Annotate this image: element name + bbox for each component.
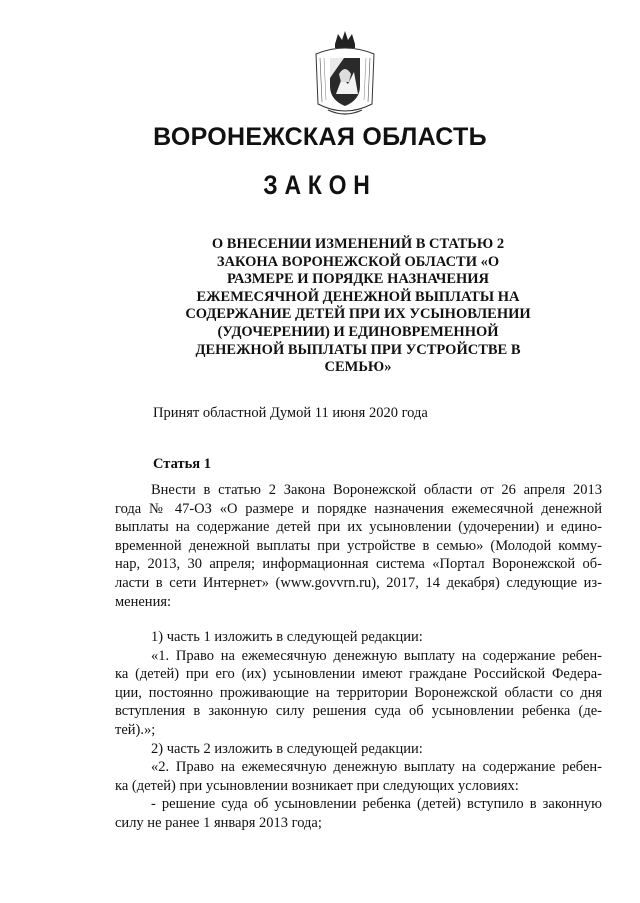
text-line: 2) часть 2 изложить в следующей редакции:	[151, 740, 423, 757]
text-line: силу не ранее 1 января 2013 года;	[115, 814, 322, 831]
document-type-title: ЗАКОН	[263, 170, 377, 200]
adoption-date: Принят областной Думой 11 июня 2020 года	[153, 405, 428, 421]
heading-line: ЕЖЕМЕСЯЧНОЙ ДЕНЕЖНОЙ ВЫПЛАТЫ НА	[196, 288, 520, 305]
text-line: нар, 2013, 30 апреля; информационная система «Портал Воронежской об-	[115, 556, 602, 573]
text-line: вступления в законную силу решения суда об усыновлении ребенка (де-	[115, 703, 602, 720]
text-line: - решение суда об усыновлении ребенка (детей) вступило в законную	[151, 796, 602, 813]
text-line: временной денежной выплаты при устройстве в семью» (Молодой комму-	[115, 537, 602, 554]
text-line: «2. Право на ежемесячную денежную выплату на содержание ребен-	[151, 759, 602, 776]
article-title: Статья 1	[153, 456, 211, 472]
text-line: Внести в статью 2 Закона Воронежской области от 26 апреля 2013	[151, 482, 602, 498]
heading-line: ЗАКОНА ВОРОНЕЖСКОЙ ОБЛАСТИ «О	[216, 253, 500, 270]
text-line: ласти в сети Интернет» (www.govvrn.ru), 2017, 14 декабря) следующие из-	[115, 574, 602, 591]
text-line: «1. Право на ежемесячную денежную выплату на содержание ребен-	[151, 647, 602, 664]
text-line: года № 47-ОЗ «О размере и порядке назначения ежемесячной денежной	[115, 500, 602, 517]
article-changes	[115, 628, 602, 833]
heading-line: (УДОЧЕРЕНИИ) И ЕДИНОВРЕМЕННОЙ	[217, 323, 499, 340]
text-line: 1) часть 1 изложить в следующей редакции:	[151, 629, 423, 645]
heading-line: СЕМЬЮ»	[324, 359, 392, 376]
heading-line: СОДЕРЖАНИЕ ДЕТЕЙ ПРИ ИХ УСЫНОВЛЕНИИ	[185, 306, 531, 323]
law-heading	[168, 236, 548, 377]
text-line: ка (детей) при его (их) усыновлении имеют граждане Российской Федера-	[115, 666, 602, 683]
text-line: менения:	[115, 593, 172, 610]
heading-line: РАЗМЕРЕ И ПОРЯДКЕ НАЗНАЧЕНИЯ	[226, 271, 490, 288]
text-line: выплаты на содержание детей при их усыновлении (удочерении) и едино-	[115, 519, 602, 536]
text-line: ции, постоянно проживающие на территории Воронежской области со дня	[115, 684, 602, 701]
coat-of-arms-icon	[308, 28, 382, 120]
text-line: ка (детей) при усыновлении возникает при следующих условиях:	[115, 777, 519, 794]
heading-line: О ВНЕСЕНИИ ИЗМЕНЕНИЙ В СТАТЬЮ 2	[211, 236, 505, 252]
region-title: ВОРОНЕЖСКАЯ ОБЛАСТЬ	[153, 123, 487, 151]
text-line: тей).»;	[115, 721, 156, 738]
article-intro	[115, 481, 602, 611]
heading-line: ДЕНЕЖНОЙ ВЫПЛАТЫ ПРИ УСТРОЙСТВЕ В	[195, 341, 521, 358]
